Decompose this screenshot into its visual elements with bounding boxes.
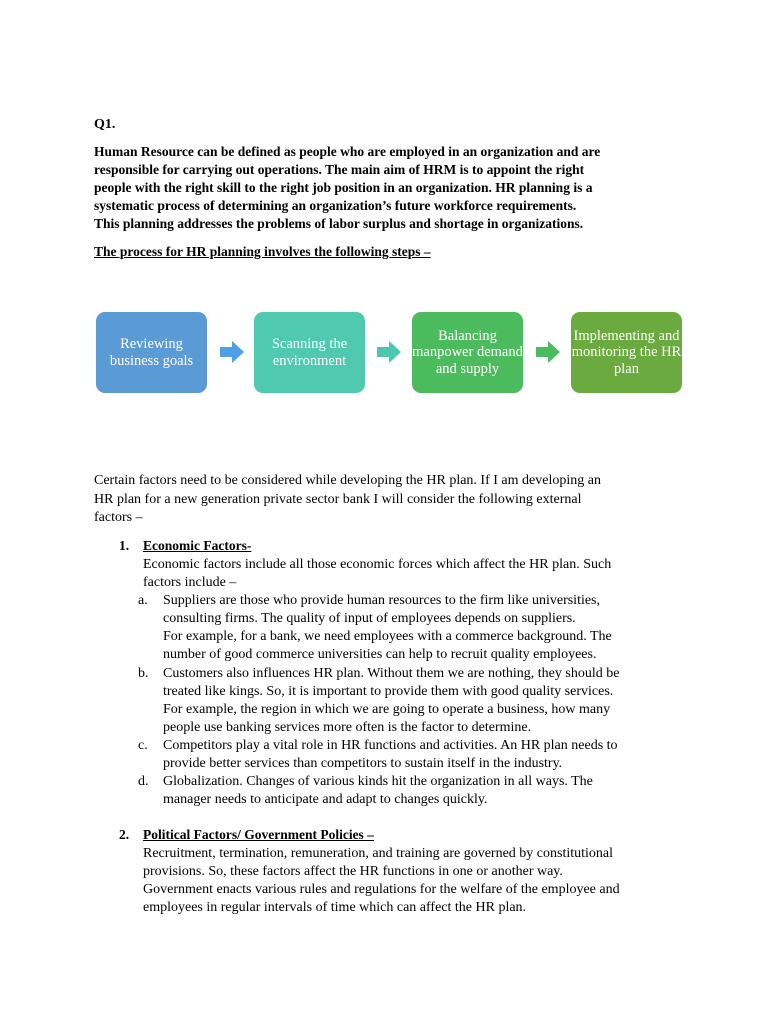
list-item-line: provide better services than competitors to sustain itself in the industry. [163,756,563,771]
paragraph-line: Recruitment, termination, remuneration, and training are governed by constitutional [143,846,614,861]
section-intro [143,556,611,592]
flow-arrow-icon [376,339,402,365]
paragraph-line: HR plan for a new generation private sector bank I will consider the following external [94,491,582,507]
paragraph-line: factors – [94,510,143,525]
section-number: 2. [119,827,130,842]
list-marker: d. [138,774,149,789]
list-item-line: Customers also influences HR plan. Without them we are nothing, they should be [163,666,620,681]
process-step-reviewing-goals: Reviewing business goals [96,312,207,393]
list-item-line: Suppliers are those who provide human resources to the firm like universities, [163,593,601,608]
process-step-balancing-demand: Balancing manpower demand and supply [412,312,523,393]
paragraph-line: Certain factors need to be considered while developing the HR plan. If I am developing an [94,473,601,488]
section-title: Economic Factors- [143,538,252,553]
intro-line: people with the right skill to the right job position in an organization. HR planning is a [94,180,593,195]
process-step-scanning-environment: Scanning the environment [254,312,365,393]
list-item-line: treated like kings. So, it is important to provide them with good quality services. [163,684,614,699]
section-heading-economic [119,538,251,554]
list-item-line: people use banking services more often is the factor to determine. [163,720,532,735]
intro-line: systematic process of determining an organization’s future workforce requirements. [94,198,577,213]
list-marker: b. [138,666,149,681]
list-marker: c. [138,738,148,753]
factors-intro-paragraph [94,472,694,528]
list-item-line: For example, for a bank, we need employees with a commerce background. The [163,629,612,644]
section-number: 1. [119,538,130,553]
paragraph-line: factors include – [143,575,237,590]
intro-line: This planning addresses the problems of labor surplus and shortage in organizations. [94,216,584,231]
intro-paragraph [94,143,694,233]
paragraph-line: provisions. So, these factors affect the HR functions in one or another way. [143,864,563,879]
section-body [143,845,620,917]
process-step-implementing-plan: Implementing and monitoring the HR plan [571,312,682,393]
section-title: Political Factors/ Government Policies – [143,827,374,842]
list-item-line: consulting firms. The quality of input of employees depends on suppliers. [163,611,576,626]
paragraph-line: employees in regular intervals of time which can affect the HR plan. [143,900,527,915]
flow-arrow-icon [219,339,245,365]
flow-arrow-icon [535,339,561,365]
paragraph-line: Economic factors include all those economic forces which affect the HR plan. Such [143,557,612,572]
intro-line: responsible for carrying out operations. The main aim of HRM is to appoint the right [94,162,585,177]
question-label: Q1. [94,117,116,132]
paragraph-line: Government enacts various rules and regulations for the welfare of the employee and [143,882,620,897]
list-item-line: For example, the region in which we are going to operate a business, how many [163,702,611,717]
list-item-line: Globalization. Changes of various kinds hit the organization in all ways. The [163,774,593,789]
list-marker: a. [138,593,148,608]
intro-line: Human Resource can be defined as people who are employed in an organization and are [94,144,601,159]
list-item-line: Competitors play a vital role in HR functions and activities. An HR plan needs to [163,738,618,753]
list-item-line: number of good commerce universities can help to recruit quality employees. [163,647,597,662]
list-item-line: manager needs to anticipate and adapt to changes quickly. [163,792,488,807]
section-heading-political [119,827,374,843]
process-heading: The process for HR planning involves the following steps – [94,244,431,259]
